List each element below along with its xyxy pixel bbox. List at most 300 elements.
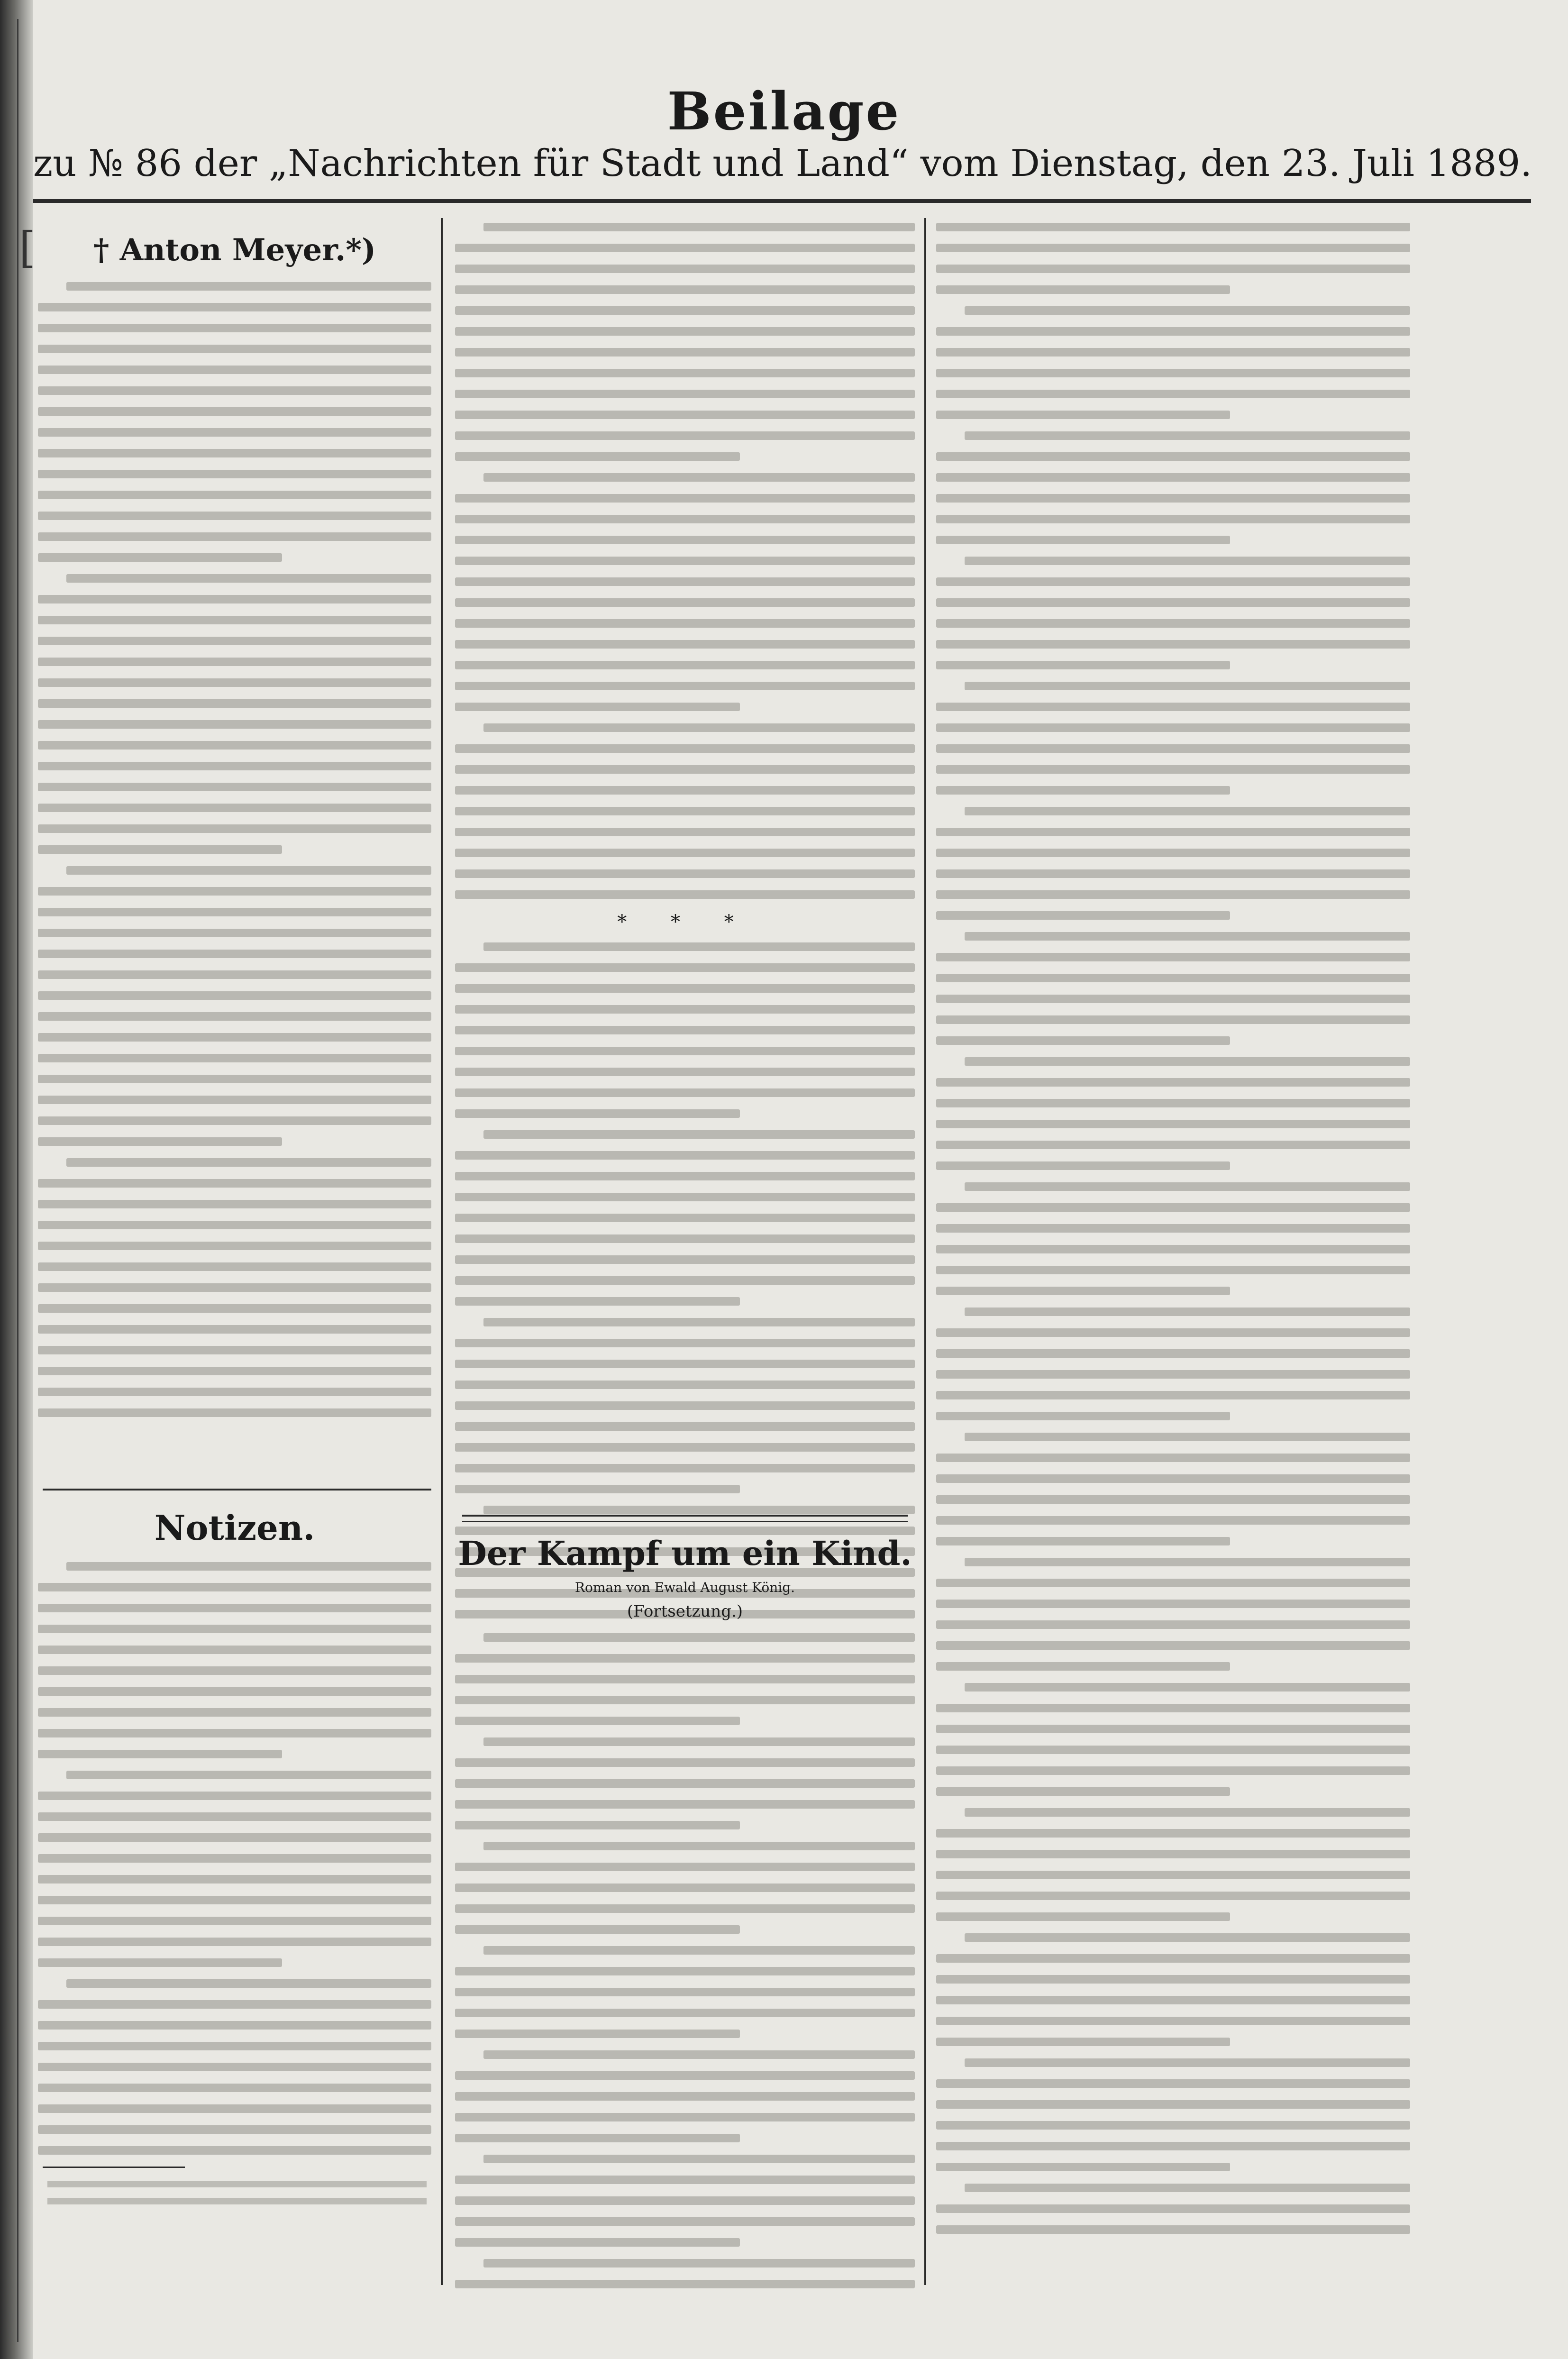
text-line	[38, 1075, 431, 1083]
text-line	[936, 1141, 1410, 1149]
text-line	[936, 2225, 1410, 2234]
text-line	[38, 637, 431, 645]
text-line	[38, 2146, 431, 2155]
text-line	[38, 1012, 431, 1021]
text-line	[965, 1057, 1410, 1066]
text-line	[38, 407, 431, 416]
text-line	[965, 1933, 1410, 1942]
text-line	[38, 1625, 431, 1633]
text-line	[936, 995, 1410, 1003]
text-line	[47, 2181, 427, 2187]
text-line	[483, 1318, 915, 1326]
column-1	[38, 223, 431, 1429]
text-line	[936, 723, 1410, 732]
column-rule-2	[924, 218, 926, 2285]
text-line	[38, 720, 431, 729]
text-line	[38, 1242, 431, 1250]
text-line	[455, 1026, 915, 1034]
text-line	[38, 2000, 431, 2009]
page-binding-shadow	[0, 0, 33, 2359]
text-line	[455, 765, 915, 774]
text-line	[38, 1938, 431, 1946]
text-line	[455, 2280, 915, 2288]
footnote	[47, 2181, 427, 2215]
text-line	[936, 327, 1410, 336]
text-line	[38, 762, 431, 770]
text-line	[38, 512, 431, 520]
text-line	[38, 324, 431, 332]
text-line	[455, 849, 915, 857]
text-line	[936, 849, 1410, 857]
text-line	[936, 890, 1410, 899]
text-line	[455, 1088, 915, 1097]
text-line	[936, 348, 1410, 357]
serial-title: Der Kampf um ein Kind.	[458, 1534, 912, 1573]
text-line	[936, 1704, 1410, 1712]
column-2-text-mid	[455, 942, 915, 1618]
text-line	[936, 515, 1410, 523]
text-line	[455, 1967, 915, 1975]
text-line	[455, 1193, 915, 1201]
text-line	[38, 303, 431, 311]
text-line	[483, 473, 915, 482]
text-line	[455, 1172, 915, 1180]
text-line	[455, 1297, 740, 1306]
text-line	[936, 452, 1410, 461]
text-line	[936, 661, 1230, 669]
text-line	[936, 369, 1410, 377]
text-line	[936, 1266, 1410, 1274]
text-line	[455, 536, 915, 544]
text-line	[38, 1137, 282, 1146]
text-line	[455, 1151, 915, 1160]
text-line	[965, 1808, 1410, 1817]
text-line	[936, 1871, 1410, 1879]
text-line	[455, 869, 915, 878]
text-line	[38, 699, 431, 708]
text-line	[455, 1255, 915, 1264]
text-line	[455, 1276, 915, 1285]
text-line	[936, 1787, 1230, 1796]
text-line	[936, 786, 1230, 795]
text-line	[965, 431, 1410, 440]
text-line	[455, 1401, 915, 1410]
text-line	[936, 2079, 1410, 2088]
text-line	[455, 682, 915, 690]
text-line	[455, 2071, 915, 2080]
text-line	[455, 661, 915, 669]
text-line	[455, 703, 740, 711]
text-line	[38, 1054, 431, 1062]
text-line	[455, 1214, 915, 1222]
text-line	[38, 595, 431, 603]
text-line	[455, 369, 915, 377]
text-line	[38, 1833, 431, 1842]
text-line	[936, 1328, 1410, 1337]
text-line	[936, 411, 1230, 419]
footnote-rule	[43, 2167, 185, 2168]
text-line	[38, 1116, 431, 1125]
text-line	[455, 2176, 915, 2184]
text-line	[483, 942, 915, 951]
text-line	[38, 741, 431, 750]
text-line	[936, 1600, 1410, 1608]
text-line	[455, 1884, 915, 1892]
text-line	[38, 1666, 431, 1675]
text-line	[936, 1766, 1410, 1775]
text-line	[38, 845, 282, 854]
text-line	[38, 491, 431, 499]
text-line	[965, 682, 1410, 690]
text-line	[483, 1506, 915, 1514]
text-line	[936, 2121, 1410, 2130]
text-line	[38, 908, 431, 916]
text-line	[66, 282, 431, 291]
text-line	[38, 887, 431, 896]
text-line	[66, 574, 431, 583]
text-line	[455, 598, 915, 607]
text-line	[455, 1464, 915, 1472]
serial-continuation: (Fortsetzung.)	[627, 1602, 743, 1621]
text-line	[455, 807, 915, 815]
text-line	[936, 1912, 1230, 1921]
column-1-divider	[43, 1489, 431, 1490]
text-line	[936, 765, 1410, 774]
text-line	[936, 869, 1410, 878]
text-line	[38, 2125, 431, 2134]
text-line	[455, 1717, 740, 1725]
text-line	[455, 619, 915, 628]
serial-byline: Roman von Ewald August König.	[574, 1580, 795, 1595]
text-line	[936, 1349, 1410, 1358]
text-line	[455, 1109, 740, 1118]
text-line	[965, 932, 1410, 941]
text-line	[455, 1422, 915, 1431]
text-line	[455, 984, 915, 993]
text-line	[455, 348, 915, 357]
text-line	[936, 265, 1410, 273]
text-line	[483, 1737, 915, 1746]
text-line	[38, 804, 431, 812]
text-line	[483, 2259, 915, 2268]
text-line	[483, 223, 915, 231]
text-line	[965, 1683, 1410, 1692]
obituary-text	[38, 282, 431, 1417]
text-line	[455, 1779, 915, 1788]
text-line	[66, 866, 431, 875]
text-line	[38, 1646, 431, 1654]
text-line	[38, 1179, 431, 1188]
text-line	[936, 1725, 1410, 1733]
text-line	[38, 1388, 431, 1396]
text-line	[936, 1099, 1410, 1107]
text-line	[965, 1308, 1410, 1316]
text-line	[936, 744, 1410, 753]
text-line	[936, 1391, 1410, 1399]
serial-top-rule	[462, 1515, 908, 1517]
text-line	[38, 2063, 431, 2071]
text-line	[38, 2084, 431, 2092]
text-line	[936, 244, 1410, 252]
text-line	[455, 1339, 915, 1347]
notes-heading: Notizen.	[154, 1508, 315, 1548]
text-line	[455, 1863, 915, 1871]
text-line	[936, 911, 1230, 920]
text-line	[483, 723, 915, 732]
text-line	[455, 1758, 915, 1767]
text-line	[455, 515, 915, 523]
text-line	[38, 1096, 431, 1104]
text-line	[936, 494, 1410, 503]
text-line	[455, 890, 915, 899]
text-line	[38, 1729, 431, 1737]
text-line	[38, 1687, 431, 1696]
obituary-heading: † Anton Meyer.*)	[93, 232, 376, 268]
text-line	[936, 598, 1410, 607]
text-line	[38, 1917, 431, 1925]
text-line	[965, 1182, 1410, 1191]
text-line	[38, 678, 431, 687]
masthead-rule	[33, 199, 1531, 203]
text-line	[455, 1988, 915, 1996]
text-line	[936, 2142, 1410, 2150]
text-line	[455, 1360, 915, 1368]
text-line	[38, 1262, 431, 1271]
text-line	[38, 1408, 431, 1417]
text-line	[455, 1904, 915, 1913]
text-line	[455, 1485, 740, 1493]
text-line	[936, 390, 1410, 398]
column-2-text-top	[455, 223, 915, 899]
text-line	[455, 1821, 740, 1829]
masthead-title: Beilage	[667, 81, 901, 142]
text-line	[965, 2184, 1410, 2192]
text-line	[38, 1304, 431, 1313]
text-line	[965, 557, 1410, 565]
text-line	[38, 1221, 431, 1229]
column-3-text	[936, 223, 1410, 2234]
text-line	[936, 2204, 1410, 2213]
text-line	[936, 1579, 1410, 1587]
text-line	[455, 1381, 915, 1389]
text-line	[936, 1078, 1410, 1087]
text-line	[936, 1161, 1230, 1170]
text-line	[936, 619, 1410, 628]
text-line	[936, 640, 1410, 649]
text-line	[936, 1036, 1230, 1045]
text-line	[38, 345, 431, 353]
text-line	[936, 1996, 1410, 2004]
text-line	[936, 953, 1410, 961]
text-line	[38, 1958, 282, 1967]
text-line	[455, 744, 915, 753]
text-line	[483, 2050, 915, 2059]
column-3	[936, 223, 1410, 2246]
text-line	[38, 970, 431, 979]
text-line	[483, 1842, 915, 1850]
text-line	[66, 1562, 431, 1571]
text-line	[455, 1443, 915, 1452]
text-line	[455, 1068, 915, 1076]
text-line	[455, 1047, 915, 1055]
text-line	[936, 2017, 1410, 2025]
text-line	[66, 1771, 431, 1779]
text-line	[455, 285, 915, 294]
text-line	[455, 1005, 915, 1014]
text-line	[38, 1896, 431, 1904]
text-line	[936, 1975, 1410, 1984]
text-line	[455, 1800, 915, 1809]
text-line	[936, 1015, 1410, 1024]
text-line	[455, 2030, 740, 2038]
column-2	[455, 223, 915, 1631]
text-line	[38, 532, 431, 541]
text-line	[936, 1850, 1410, 1858]
text-line	[936, 1829, 1410, 1838]
text-line	[936, 223, 1410, 231]
text-line	[936, 1892, 1410, 1900]
text-line	[455, 265, 915, 273]
text-line	[936, 1370, 1410, 1379]
text-line	[38, 1325, 431, 1334]
text-line	[38, 658, 431, 666]
text-line	[38, 616, 431, 624]
section-separator-stars: * * *	[617, 911, 753, 933]
text-line	[455, 786, 915, 795]
serial-story	[455, 1529, 915, 2301]
margin-bracket-mark: [	[19, 223, 36, 273]
text-line	[66, 1979, 431, 1988]
text-line	[936, 1641, 1410, 1650]
text-line	[38, 1346, 431, 1354]
text-line	[936, 1454, 1410, 1462]
text-line	[38, 991, 431, 1000]
text-line	[936, 1245, 1410, 1253]
text-line	[936, 285, 1230, 294]
column-1-notes	[38, 1503, 431, 2167]
text-line	[936, 703, 1410, 711]
text-line	[38, 553, 282, 562]
text-line	[455, 2238, 740, 2247]
text-line	[936, 577, 1410, 586]
text-line	[38, 824, 431, 833]
text-line	[936, 1287, 1230, 1295]
text-line	[455, 557, 915, 565]
binding-edge-line	[17, 19, 18, 2342]
text-line	[38, 1033, 431, 1042]
text-line	[38, 2104, 431, 2113]
text-line	[455, 640, 915, 649]
text-line	[455, 390, 915, 398]
text-line	[455, 2217, 915, 2226]
text-line	[936, 2038, 1230, 2046]
text-line	[38, 950, 431, 958]
text-line	[47, 2198, 427, 2204]
text-line	[936, 974, 1410, 982]
text-line	[936, 1662, 1230, 1671]
text-line	[455, 2092, 915, 2101]
text-line	[455, 1696, 915, 1704]
text-line	[38, 1792, 431, 1800]
text-line	[38, 470, 431, 478]
text-line	[936, 536, 1230, 544]
text-line	[38, 386, 431, 395]
text-line	[455, 1925, 740, 1934]
serial-top-rule-2	[462, 1521, 908, 1522]
text-line	[455, 963, 915, 972]
text-line	[455, 1654, 915, 1663]
text-line	[936, 1495, 1410, 1504]
text-line	[455, 2134, 740, 2142]
text-line	[455, 2113, 915, 2121]
text-line	[38, 1283, 431, 1292]
text-line	[38, 783, 431, 791]
text-line	[38, 1604, 431, 1612]
text-line	[936, 1412, 1230, 1420]
text-line	[455, 494, 915, 503]
text-line	[483, 1946, 915, 1955]
column-rule-1	[441, 218, 443, 2285]
text-line	[455, 306, 915, 315]
text-line	[936, 473, 1410, 482]
text-line	[455, 452, 740, 461]
text-line	[965, 306, 1410, 315]
text-line	[455, 411, 915, 419]
text-line	[38, 1854, 431, 1863]
text-line	[455, 2196, 915, 2205]
text-line	[38, 1750, 282, 1758]
text-line	[455, 828, 915, 836]
text-line	[965, 807, 1410, 815]
text-line	[38, 2021, 431, 2030]
text-line	[965, 1433, 1410, 1441]
text-line	[38, 929, 431, 937]
text-line	[483, 2155, 915, 2163]
text-line	[38, 1367, 431, 1375]
text-line	[455, 1234, 915, 1243]
text-line	[38, 1875, 431, 1884]
text-line	[483, 1633, 915, 1642]
text-line	[38, 1583, 431, 1591]
text-line	[66, 1158, 431, 1167]
text-line	[936, 1954, 1410, 1963]
text-line	[38, 449, 431, 457]
text-line	[455, 1675, 915, 1683]
text-line	[936, 1120, 1410, 1128]
masthead-subtitle: zu № 86 der „Nachrichten für Stadt und Land“ vom Dienstag, den 23. Juli 1889.	[33, 142, 1532, 185]
text-line	[455, 327, 915, 336]
serial-text	[455, 1633, 915, 2288]
text-line	[936, 828, 1410, 836]
text-line	[455, 577, 915, 586]
text-line	[38, 1812, 431, 1821]
text-line	[455, 431, 915, 440]
text-line	[936, 1224, 1410, 1233]
text-line	[936, 1516, 1410, 1525]
text-line	[38, 1708, 431, 1717]
text-line	[965, 1558, 1410, 1566]
text-line	[936, 1203, 1410, 1212]
text-line	[38, 2042, 431, 2050]
text-line	[965, 2058, 1410, 2067]
text-line	[936, 2163, 1230, 2171]
text-line	[38, 428, 431, 437]
text-line	[38, 366, 431, 374]
text-line	[38, 1200, 431, 1208]
notes-text	[38, 1562, 431, 2155]
text-line	[936, 1537, 1230, 1545]
text-line	[936, 1620, 1410, 1629]
